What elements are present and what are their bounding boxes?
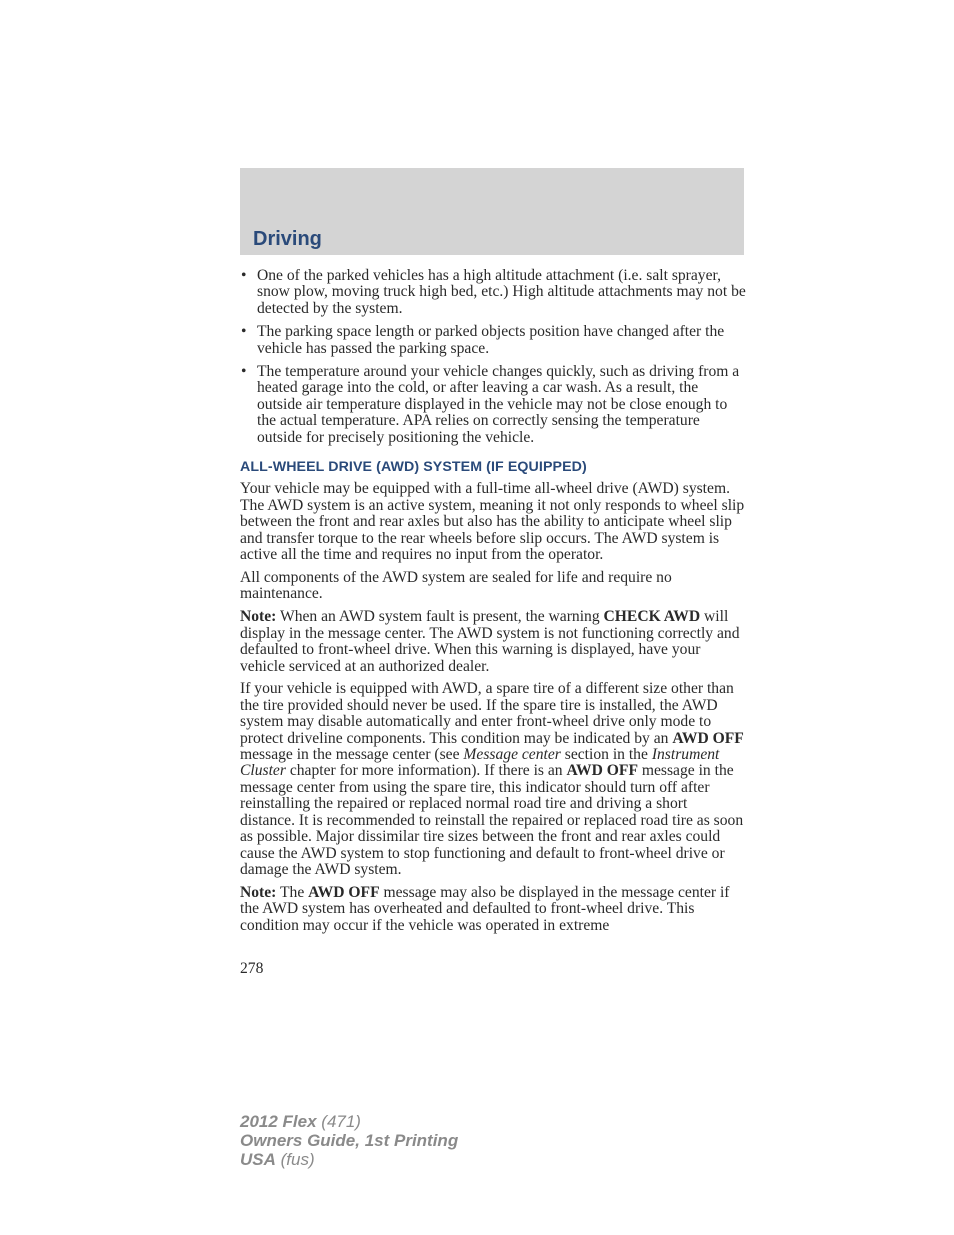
section-header-band	[240, 168, 744, 255]
bullet-text: One of the parked vehicles has a high altitude attachment (i.e. salt sprayer, snow plow, moving truck high bed, etc.) High altitude attachments may not be detected by the system.	[257, 267, 746, 317]
document-footer	[240, 1112, 458, 1169]
awd-maintenance-paragraph: All components of the AWD system are sealed for life and require no maintenance.	[240, 569, 672, 603]
bullet-list	[240, 268, 746, 446]
list-item	[240, 364, 746, 446]
bullet-text: The temperature around your vehicle changes quickly, such as driving from a heated garage into the cold, or after leaving a car wash. As a result, the outside air temperature displayed in the vehicle may not be close enough to the actual temperature. APA relies on correctly sensing the temperature outside for precisely positioning the vehicle.	[257, 363, 740, 446]
bullet-icon: •	[241, 363, 247, 381]
awd-off-message: AWD OFF	[308, 883, 380, 901]
list-item	[240, 324, 746, 357]
bullet-icon: •	[241, 323, 247, 341]
page-number: 278	[240, 960, 264, 977]
bullet-text: The parking space length or parked objects position have changed after the vehicle has passed the parking space.	[257, 323, 725, 357]
overheat-note: Note: The AWD OFF message may also be displayed in the message center if the AWD system has overheated and defaulted to front-wheel drive. This condition may occur if the vehicle was operated in extreme	[240, 883, 730, 934]
list-item	[240, 268, 746, 317]
instrument-cluster-reference: Instrument Cluster	[240, 746, 720, 780]
check-awd-note: Note: When an AWD system fault is present, the warning CHECK AWD will display in the message center. The AWD system is not functioning correctly and defaulted to front-wheel drive. When this warning is displayed, have your vehicle serviced at an authorized dealer.	[240, 608, 740, 675]
awd-off-message: AWD OFF	[672, 729, 744, 747]
note-label: Note:	[240, 608, 277, 626]
check-awd-warning: CHECK AWD	[603, 608, 701, 626]
footer-line-region: USA (fus)	[240, 1150, 315, 1169]
section-title: Driving	[253, 228, 322, 250]
footer-line-guide: Owners Guide, 1st Printing	[240, 1131, 459, 1150]
awd-subheading: ALL-WHEEL DRIVE (AWD) SYSTEM (IF EQUIPPED)	[240, 459, 587, 476]
awd-intro-paragraph: Your vehicle may be equipped with a full-time all-wheel drive (AWD) system. The AWD system is an active system, meaning it not only responds to wheel slip between the front and rear axles but also has the ability to anticipate wheel slip and transfer torque to the rear wheels before slip occurs. The AWD system is active all the time and requires no input from the operator.	[240, 480, 745, 564]
note-label: Note:	[240, 883, 277, 901]
bullet-icon: •	[241, 267, 247, 284]
spare-tire-paragraph: If your vehicle is equipped with AWD, a spare tire of a different size other than the tire provided should never be used. If the spare tire is installed, the AWD system may disable automatically and enter front-wheel drive only mode to protect driveline components. This condition may be indicated by an AWD OFF message in the message center (see Message center section in the Instrument Cluster chapter for more information). If there is an AWD OFF message in the message center from using the spare tire, this indicator should turn off after reinstalling the repaired or replaced normal road tire and driving a short distance. It is recommended to reinstall the repaired or replaced road tire as soon as possible. Major dissimilar tire sizes between the front and rear axles could cause the AWD system to stop functioning and default to front-wheel drive or damage the AWD system.	[240, 680, 744, 878]
message-center-reference: Message center	[463, 746, 561, 764]
footer-line-model: 2012 Flex (471)	[240, 1112, 361, 1131]
awd-off-message: AWD OFF	[566, 762, 638, 780]
page-body	[240, 268, 746, 941]
